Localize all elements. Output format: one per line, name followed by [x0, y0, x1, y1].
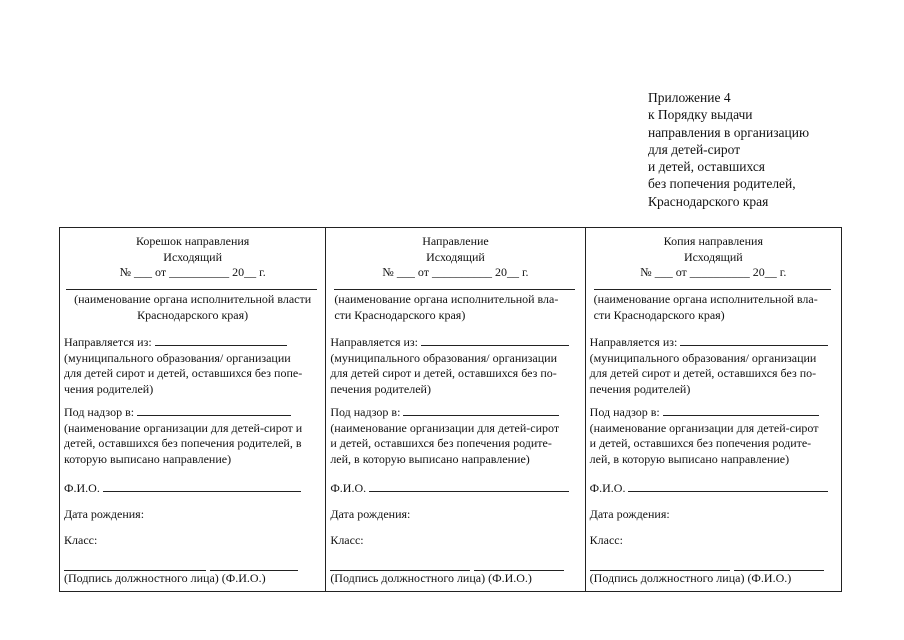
caption-line: и детей, оставшихся без попечения родите-: [330, 436, 552, 450]
caption-line: чения родителей): [64, 381, 154, 396]
fio-label: Ф.И.О.: [589, 481, 626, 495]
caption-line: для детей сирот и детей, оставшихся без по-: [330, 366, 557, 380]
directed-from-label: Направляется из:: [589, 335, 678, 349]
caption-line: Краснодарского края): [137, 307, 249, 322]
supervision-underline: [663, 404, 819, 416]
signature-caption: (Подпись должностного лица) (Ф.И.О.): [589, 571, 792, 585]
supervision-underline: [137, 404, 291, 416]
appendix-line: к Порядку выдачи: [648, 107, 753, 123]
appendix-line: для детей-сирот: [648, 141, 741, 157]
directed-from-field: [590, 334, 837, 397]
authority-caption: [594, 292, 837, 323]
directed-from-label: Направляется из:: [330, 335, 418, 349]
caption-line: (наименование органа исполнительной вла-: [593, 292, 818, 306]
directed-from-underline: [155, 334, 287, 346]
authority-caption: [64, 292, 321, 323]
caption-line: (наименование органа исполнительной вла-: [334, 292, 559, 306]
signature-caption: (Подпись должностного лица) (Ф.И.О.): [330, 571, 532, 585]
column-stub: [60, 228, 325, 591]
column-subtitle: Исходящий: [426, 249, 485, 264]
caption-line: лей, в которую выписано направление): [589, 451, 790, 466]
authority-underline: [594, 289, 831, 290]
caption-line: (наименование организации для детей-сирот: [330, 420, 560, 435]
column-title: Направление: [422, 234, 489, 248]
supervision-field: [64, 404, 321, 467]
caption-line: (муниципального образования/ организации: [330, 350, 558, 365]
appendix-line: Приложение 4: [648, 90, 731, 105]
fio-underline: [628, 480, 828, 492]
birth-date-label: Дата рождения:: [589, 507, 670, 521]
caption-line: и детей, оставшихся без попечения родите-: [589, 436, 812, 450]
appendix-line: Краснодарского края: [648, 193, 769, 209]
directed-from-label: Направляется из:: [64, 335, 152, 349]
caption-line: печения родителей): [589, 381, 691, 396]
column-header: [64, 234, 321, 281]
column-referral: [325, 228, 584, 591]
caption-line: (муниципального образования/ организации: [589, 350, 817, 365]
authority-underline: [66, 289, 317, 290]
column-header: [330, 234, 580, 281]
caption-line: (наименование организации для детей-сирот: [589, 420, 819, 435]
number-date-line: № ___ от __________ 20__ г.: [640, 265, 787, 279]
directed-from-underline: [421, 334, 569, 346]
number-date-line: № ___ от __________ 20__ г.: [382, 265, 529, 279]
supervision-label: Под надзор в:: [64, 405, 135, 419]
supervision-field: [590, 404, 837, 467]
supervision-field: [330, 404, 580, 467]
caption-line: для детей сирот и детей, оставшихся без попе-: [64, 366, 303, 380]
supervision-underline: [403, 404, 559, 416]
caption-line: (муниципального образования/ организации: [64, 350, 291, 365]
column-title: Корешок направления: [135, 234, 250, 248]
fio-field: [64, 480, 321, 497]
fio-label: Ф.И.О.: [330, 481, 367, 495]
caption-line: (наименование организации для детей-сирот и: [64, 420, 303, 435]
column-subtitle: Исходящий: [683, 249, 743, 264]
fio-label: Ф.И.О.: [64, 481, 100, 495]
fio-underline: [369, 480, 569, 492]
column-title: Копия направления: [663, 234, 763, 248]
authority-underline: [334, 289, 574, 290]
caption-line: печения родителей): [330, 381, 431, 396]
appendix-line: направления в организацию: [648, 124, 810, 140]
caption-line: лей, в которую выписано направление): [330, 451, 530, 466]
caption-line: детей, оставшихся без попечения родителей, в: [64, 436, 302, 450]
birth-date-label: Дата рождения:: [330, 507, 411, 521]
supervision-label: Под надзор в:: [589, 405, 660, 419]
fio-field: [330, 480, 580, 497]
referral-form-table: [59, 227, 842, 592]
class-label: Класс:: [330, 533, 364, 547]
number-date-line: № ___ от __________ 20__ г.: [119, 265, 266, 279]
caption-line: (наименование органа исполнительной власти: [74, 292, 312, 306]
birth-date-label: Дата рождения:: [64, 507, 145, 521]
fio-underline: [103, 480, 301, 492]
fio-field: [590, 480, 837, 497]
caption-line: которую выписано направление): [64, 451, 232, 466]
column-copy: [585, 228, 841, 591]
appendix-line: и детей, оставшихся: [648, 159, 766, 175]
appendix-line: без попечения родителей,: [648, 176, 796, 192]
caption-line: сти Краснодарского края): [334, 307, 466, 322]
class-label: Класс:: [589, 533, 623, 547]
caption-line: сти Краснодарского края): [593, 307, 725, 322]
signature-caption: (Подпись должностного лица) (Ф.И.О.): [64, 571, 266, 585]
authority-caption: [334, 292, 580, 323]
supervision-label: Под надзор в:: [330, 405, 401, 419]
directed-from-field: [330, 334, 580, 397]
directed-from-field: [64, 334, 321, 397]
column-subtitle: Исходящий: [163, 249, 223, 264]
column-header: [590, 234, 837, 281]
class-label: Класс:: [64, 533, 98, 547]
caption-line: для детей сирот и детей, оставшихся без по-: [589, 366, 817, 380]
directed-from-underline: [680, 334, 828, 346]
appendix-header: [648, 89, 809, 210]
